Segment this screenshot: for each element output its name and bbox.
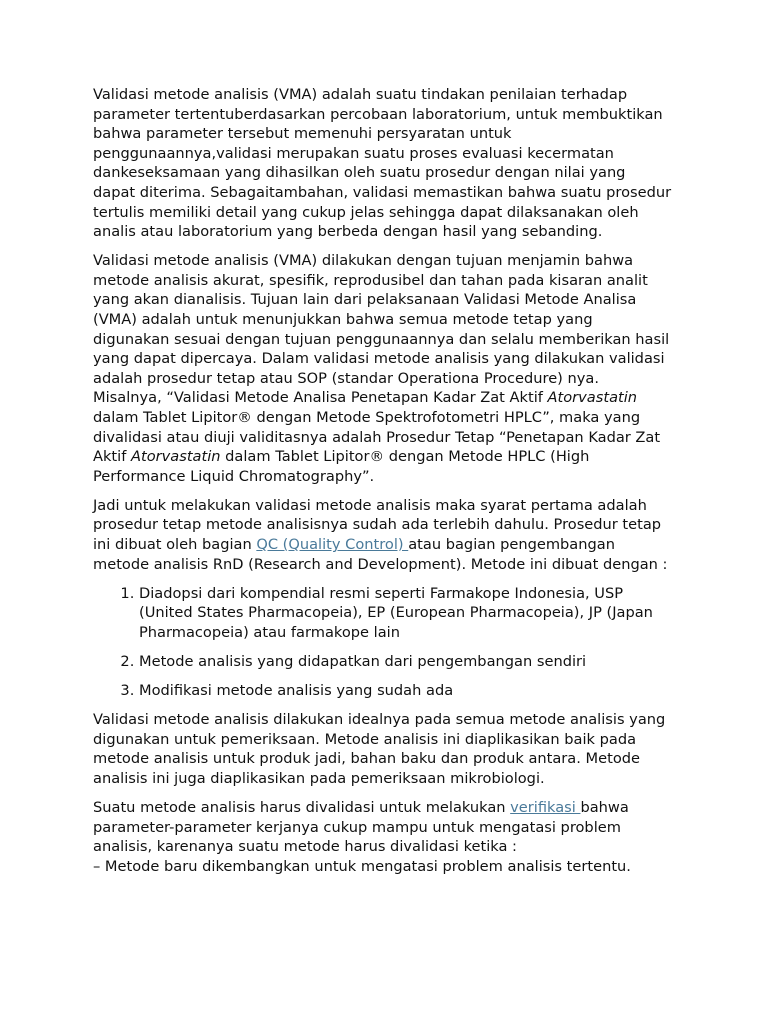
italic-term: Atorvastatin: [131, 448, 221, 466]
dash-line-item: – Metode baru dikembangkan untuk mengatasi problem analisis tertentu.: [93, 857, 631, 875]
paragraph-validation-when: [93, 798, 672, 876]
paragraph-text: Validasi metode analisis (VMA) adalah suatu tindakan penilaian terhadap parameter tertentuberdasarkan percobaan laboratorium, untuk membuktikan bahwa parameter tersebut memenuhi persyaratan untuk penggunaannya,validasi merupakan suatu proses evaluasi kecermatan dankeseksamaan yang dihasilkan oleh suatu prosedur dengan nilai yang dapat diterima. Sebagaitambahan, validasi memastikan bahwa suatu prosedur tertulis memiliki detail yang cukup jelas sehingga dapat dilaksanakan oleh analis atau laboratorium yang berbeda dengan hasil yang sebanding.: [93, 86, 672, 241]
paragraph-vma-purpose: [93, 251, 672, 486]
paragraph-application: [93, 710, 672, 788]
paragraph-text: Validasi metode analisis (VMA) dilakukan dengan tujuan menjamin bahwa metode analisis akurat, spesifik, reprodusibel dan tahan pada kisaran analit yang akan dianalisis. Tujuan lain dari pelaksanaan Validasi Metode Analisa (VMA) adalah untuk menunjukkan bahwa semua metode tetap yang digunakan sesuai dengan tujuan penggunaannya dan selalu memberikan hasil yang dapat dipercaya. Dalam validasi metode analisis yang dilakukan validasi adalah prosedur tetap atau SOP (standar Operationa Procedure) nya. Misalnya, “Validasi Metode Analisa Penetapan Kadar Zat Aktif: [93, 252, 670, 407]
link-verifikasi[interactable]: verifikasi: [510, 799, 581, 817]
list-item: 2. Metode analisis yang didapatkan dari pengembangan sendiri: [139, 652, 672, 672]
method-source-list: [93, 584, 672, 701]
italic-term: Atorvastatin: [547, 389, 638, 407]
list-item: 1. Diadopsi dari kompendial resmi seperti Farmakope Indonesia, USP (United States Pharmacopeia), EP (European Pharmacopeia), JP (Japan Pharmacopeia) atau farmakope lain: [139, 584, 672, 643]
list-item: 3. Modifikasi metode analisis yang sudah ada: [139, 681, 672, 701]
paragraph-text: Jadi untuk melakukan validasi metode analisis maka syarat pertama adalah prosedur tetap metode analisisnya sudah ada terlebih dahulu. Prosedur tetap ini dibuat oleh bagian: [93, 496, 662, 554]
paragraph-text: atau bagian pengembangan metode analisis RnD (Research and Development). Metode ini dibuat dengan :: [93, 536, 668, 573]
paragraph-text: Validasi metode analisis dilakukan idealnya pada semua metode analisis yang digunakan untuk pemeriksaan. Metode analisis ini diaplikasikan baik pada metode analisis untuk produk jadi, bahan baku dan produk antara. Metode analisis ini juga diaplikasikan pada pemeriksaan mikrobiologi.: [93, 711, 666, 787]
paragraph-procedure-origin: [93, 496, 672, 574]
paragraph-text: bahwa parameter-parameter kerjanya cukup mampu untuk mengatasi problem analisis, karenanya suatu metode harus divalidasi ketika :: [93, 799, 629, 856]
paragraph-vma-definition: [93, 85, 672, 242]
paragraph-text: dalam Tablet Lipitor® dengan Metode HPLC (High Performance Liquid Chromatography”.: [93, 448, 590, 485]
paragraph-text: dalam Tablet Lipitor® dengan Metode Spektrofotometri HPLC”, maka yang divalidasi atau diuji validitasnya adalah Prosedur Tetap “Penetapan Kadar Zat Aktif: [93, 409, 661, 466]
link-quality-control[interactable]: QC (Quality Control): [256, 536, 409, 554]
paragraph-text: Suatu metode analisis harus divalidasi untuk melakukan: [93, 799, 511, 817]
